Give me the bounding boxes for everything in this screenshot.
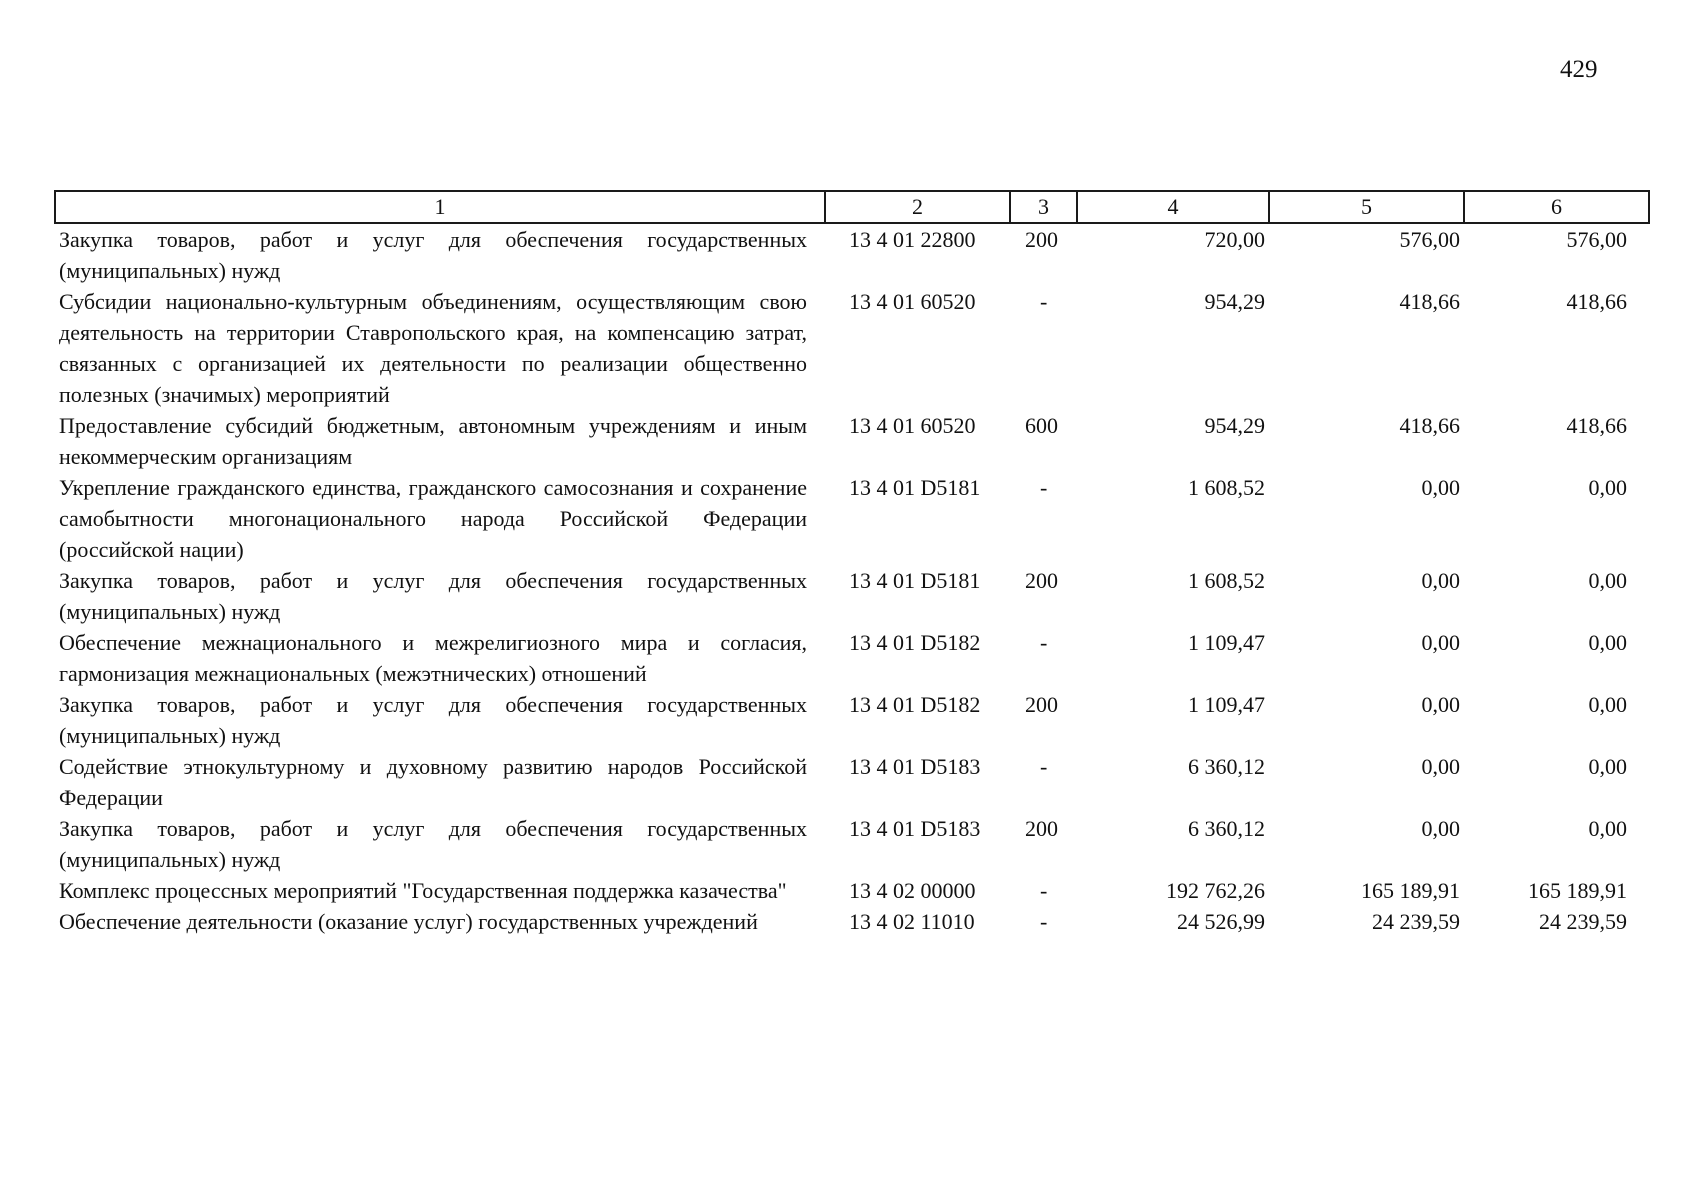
row-name: Закупка товаров, работ и услуг для обеспечения государственных (муниципальных) нужд [59, 227, 807, 283]
column-header-3: 3 [1010, 191, 1077, 223]
table-row [55, 689, 1649, 751]
row-expense-type: 200 [1025, 816, 1058, 841]
row-expense-type: - [1040, 754, 1048, 779]
row-name: Субсидии национально-культурным объединениям, осуществляющим свою деятельность на территории Ставропольского края, на компенсацию затрат, связанных с организацией их деятельности по реализации общественно полезных (значимых) мероприятий [59, 289, 807, 407]
table-row [55, 223, 1649, 286]
row-value-4: 6 360,12 [1188, 816, 1265, 841]
row-value-6: 0,00 [1588, 475, 1627, 500]
row-value-5: 0,00 [1421, 630, 1460, 655]
table-row [55, 813, 1649, 875]
row-expense-type: - [1040, 909, 1048, 934]
row-code: 13 4 01 D5182 [849, 630, 981, 655]
column-header-6: 6 [1464, 191, 1649, 223]
row-expense-type: 200 [1025, 568, 1058, 593]
row-value-4: 24 526,99 [1177, 909, 1265, 934]
row-value-4: 1 109,47 [1188, 692, 1265, 717]
row-expense-type: 600 [1025, 413, 1058, 438]
budget-table [54, 190, 1650, 937]
row-value-5: 0,00 [1421, 475, 1460, 500]
row-expense-type: - [1040, 630, 1048, 655]
table-row [55, 410, 1649, 472]
table-row [55, 906, 1649, 937]
row-expense-type: - [1040, 475, 1048, 500]
row-value-5: 418,66 [1399, 289, 1460, 314]
row-value-6: 0,00 [1588, 568, 1627, 593]
row-value-5: 418,66 [1399, 413, 1460, 438]
row-code: 13 4 01 22800 [849, 227, 976, 252]
row-name: Комплекс процессных мероприятий "Государственная поддержка казачества" [59, 878, 787, 903]
table-row [55, 627, 1649, 689]
row-value-6: 165 189,91 [1528, 878, 1627, 903]
row-name: Содействие этнокультурному и духовному развитию народов Российской Федерации [59, 754, 807, 810]
row-value-6: 24 239,59 [1539, 909, 1627, 934]
row-code: 13 4 02 11010 [849, 909, 975, 934]
row-name: Предоставление субсидий бюджетным, автономным учреждениям и иным некоммерческим организациям [59, 413, 807, 469]
row-name: Обеспечение деятельности (оказание услуг) государственных учреждений [59, 909, 758, 934]
table-header [55, 191, 1649, 223]
row-name: Закупка товаров, работ и услуг для обеспечения государственных (муниципальных) нужд [59, 568, 807, 624]
column-header-5: 5 [1269, 191, 1464, 223]
row-value-5: 0,00 [1421, 568, 1460, 593]
row-value-5: 0,00 [1421, 816, 1460, 841]
row-value-6: 0,00 [1588, 754, 1627, 779]
row-code: 13 4 01 D5181 [849, 475, 981, 500]
column-header-4: 4 [1077, 191, 1269, 223]
row-name: Закупка товаров, работ и услуг для обеспечения государственных (муниципальных) нужд [59, 816, 807, 872]
row-code: 13 4 01 60520 [849, 289, 976, 314]
row-value-4: 1 608,52 [1188, 568, 1265, 593]
page-number: 429 [1560, 56, 1598, 83]
row-value-5: 0,00 [1421, 754, 1460, 779]
row-value-4: 1 608,52 [1188, 475, 1265, 500]
table-row [55, 286, 1649, 410]
row-value-6: 418,66 [1566, 413, 1627, 438]
row-name: Укрепление гражданского единства, гражданского самосознания и сохранение самобытности многонационального народа Российской Федерации (российской нации) [59, 475, 807, 562]
row-code: 13 4 01 D5183 [849, 754, 981, 779]
row-name: Закупка товаров, работ и услуг для обеспечения государственных (муниципальных) нужд [59, 692, 807, 748]
row-value-4: 6 360,12 [1188, 754, 1265, 779]
row-value-5: 576,00 [1399, 227, 1460, 252]
row-value-4: 1 109,47 [1188, 630, 1265, 655]
row-value-5: 165 189,91 [1361, 878, 1460, 903]
row-code: 13 4 01 D5182 [849, 692, 981, 717]
row-code: 13 4 02 00000 [849, 878, 976, 903]
table-row [55, 875, 1649, 906]
column-header-1: 1 [55, 191, 825, 223]
row-value-4: 954,29 [1204, 289, 1265, 314]
column-header-2: 2 [825, 191, 1010, 223]
row-value-5: 0,00 [1421, 692, 1460, 717]
row-value-6: 418,66 [1566, 289, 1627, 314]
row-value-4: 192 762,26 [1166, 878, 1265, 903]
table-body [55, 223, 1649, 937]
row-value-4: 954,29 [1204, 413, 1265, 438]
table-row [55, 472, 1649, 565]
row-code: 13 4 01 60520 [849, 413, 976, 438]
table-row [55, 565, 1649, 627]
row-value-6: 0,00 [1588, 692, 1627, 717]
row-code: 13 4 01 D5183 [849, 816, 981, 841]
row-value-4: 720,00 [1204, 227, 1265, 252]
header-row [55, 191, 1649, 223]
row-value-6: 576,00 [1566, 227, 1627, 252]
row-expense-type: - [1040, 289, 1048, 314]
row-expense-type: 200 [1025, 227, 1058, 252]
row-value-6: 0,00 [1588, 816, 1627, 841]
row-name: Обеспечение межнационального и межрелигиозного мира и согласия, гармонизация межнациональных (межэтнических) отношений [59, 630, 807, 686]
row-code: 13 4 01 D5181 [849, 568, 981, 593]
table-row [55, 751, 1649, 813]
row-value-5: 24 239,59 [1372, 909, 1460, 934]
row-expense-type: - [1040, 878, 1048, 903]
row-expense-type: 200 [1025, 692, 1058, 717]
row-value-6: 0,00 [1588, 630, 1627, 655]
